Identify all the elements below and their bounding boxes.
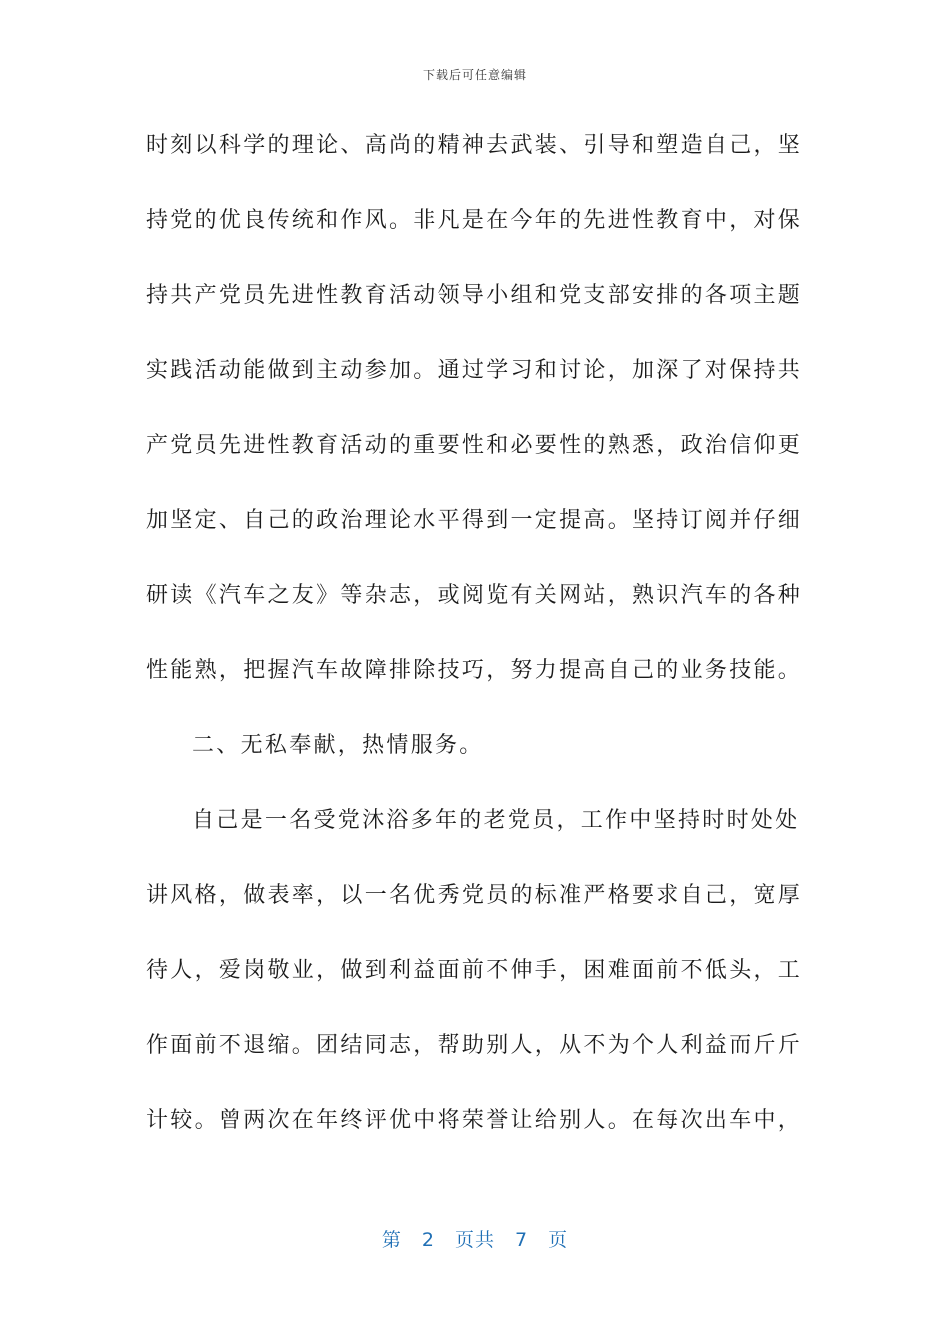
body-line-13: 作面前不退缩。团结同志，帮助别人，从不为个人利益而斤斤 [146,1033,803,1058]
footer-suffix: 页 [548,1229,569,1251]
body-line-14: 计较。曾两次在年终评优中将荣誉让给别人。在每次出车中， [146,1108,803,1133]
footer-current-page: 2 [421,1229,435,1251]
body-line-11: 讲风格，做表率，以一名优秀党员的标准严格要求自己，宽厚 [146,883,803,908]
body-line-7: 研读《汽车之友》等杂志，或阅览有关网站，熟识汽车的各种 [146,583,803,608]
body-line-2: 持党的优良传统和作风。非凡是在今年的先进性教育中，对保 [146,208,803,233]
body-line-4: 实践活动能做到主动参加。通过学习和讨论，加深了对保持共 [146,358,803,383]
body-line-1: 时刻以科学的理论、高尚的精神去武装、引导和塑造自己，坚 [146,133,803,158]
body-line-12: 待人，爱岗敬业，做到利益面前不伸手，困难面前不低头，工 [146,958,803,983]
footer-total-pages: 7 [515,1229,529,1251]
body-line-6: 加坚定、自己的政治理论水平得到一定提高。坚持订阅并仔细 [146,508,803,533]
section-heading: 二、无私奉献，热情服务。 [192,733,484,758]
body-line-3: 持共产党员先进性教育活动领导小组和党支部安排的各项主题 [146,283,803,308]
document-body [146,108,803,1158]
body-line-10: 自己是一名受党沐浴多年的老党员，工作中坚持时时处处 [192,808,800,833]
header-note: 下载后可任意编辑 [422,68,527,82]
body-line-8: 性能熟，把握汽车故障排除技巧，努力提高自己的业务技能。 [146,658,803,683]
footer-middle: 页共 [454,1229,495,1251]
footer-prefix: 第 [381,1229,402,1251]
body-line-5: 产党员先进性教育活动的重要性和必要性的熟悉，政治信仰更 [146,433,803,458]
page-number-footer [0,1225,950,1252]
